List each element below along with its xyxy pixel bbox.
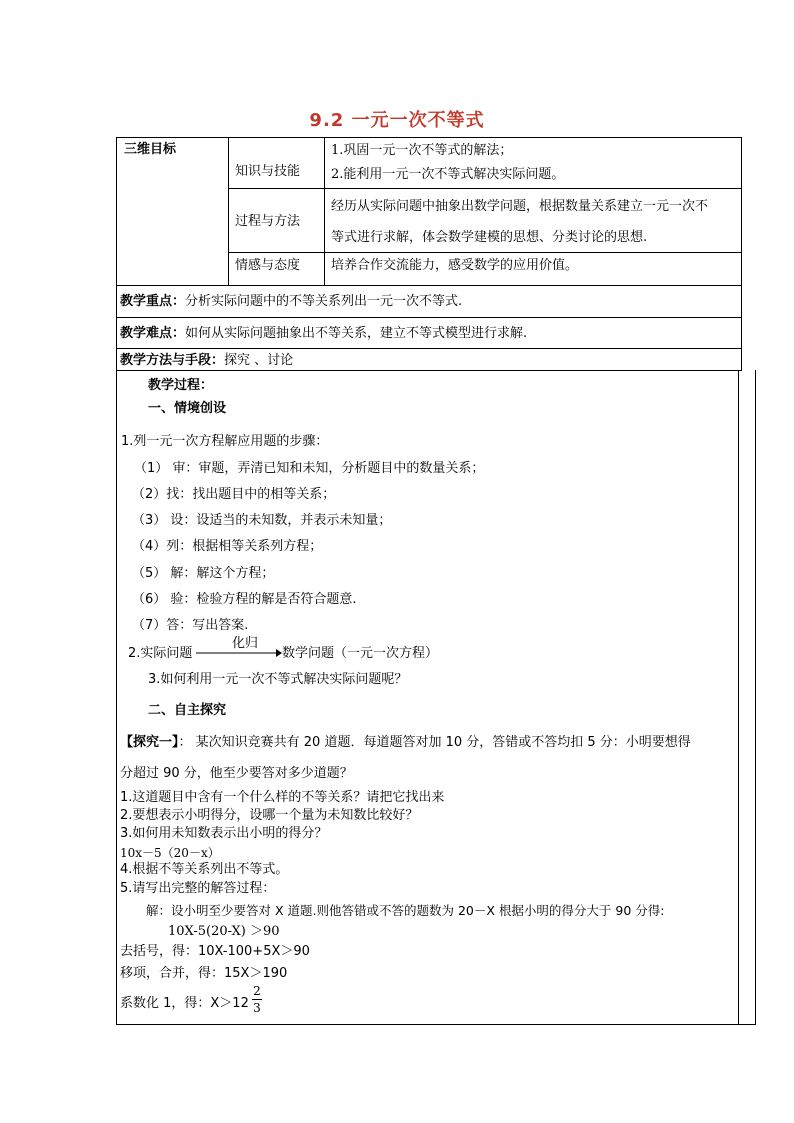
teaching-method: 教学方法与手段：探究 、讨论 xyxy=(120,353,294,368)
sub-question: 3.如何用未知数表示出小明的得分？ xyxy=(120,826,328,841)
question-right: 数学问题（一元一次方程） xyxy=(282,646,439,661)
goal-label-process: 过程与方法 xyxy=(235,214,301,229)
question: 1.列一元一次方程解应用题的步骤： xyxy=(121,434,329,449)
expression: 10x－5（20－x） xyxy=(120,846,220,860)
difficulty: 教学难点：如何从实际问题抽象出不等关系，建立不等式模型进行求解. xyxy=(120,326,528,341)
step-item: （3） 设：设适当的未知数，并表示未知量； xyxy=(132,513,392,528)
key-point: 教学重点：分析实际问题中的不等关系列出一元一次不等式. xyxy=(120,294,463,309)
step-item: （1） 审：审题，弄清已知和未知，分析题目中的数量关系； xyxy=(134,461,485,476)
goal-text: 经历从实际问题中抽象出数学问题，根据数量关系建立一元一次不 xyxy=(331,199,709,214)
solution-line: 系数化 1，得：X＞12 xyxy=(120,996,249,1011)
goal-label-knowledge: 知识与技能 xyxy=(235,164,301,179)
page-title: 9.2 一元一次不等式 xyxy=(309,110,485,131)
step-item: （6） 验：检验方程的解是否符合题意. xyxy=(132,592,357,607)
solution-line: 移项，合并，得：15X＞190 xyxy=(120,966,288,981)
question-left: 2.实际问题 xyxy=(128,646,193,661)
explore-line: 分超过 90 分，他至少要答对多少道题？ xyxy=(120,766,353,781)
arrow-label: 化归 xyxy=(232,636,259,651)
explore-line: 【探究一】： 某次知识竞赛共有 20 道题．每道题答对加 10 分，答错或不答均扣 5 分：小明要想得 xyxy=(120,735,691,750)
goals-header: 三维目标 xyxy=(124,142,177,157)
question: 3.如何利用一元一次不等式解决实际问题呢？ xyxy=(148,672,408,687)
goal-label-emotion: 情感与态度 xyxy=(235,258,301,273)
section-heading: 二、自主探究 xyxy=(148,703,227,718)
section-heading: 一、情境创设 xyxy=(148,401,227,416)
goal-text: 等式进行求解，体会数学建模的思想、分类讨论的思想. xyxy=(331,230,648,245)
step-item: （7）答：写出答案. xyxy=(132,618,249,633)
arrow-icon xyxy=(196,648,282,658)
solution-line: 解：设小明至少要答对 X 道题.则他答错或不答的题数为 20－X 根据小明的得分大于 90 分得: xyxy=(146,903,665,918)
sub-question: 2.要想表示小明得分，设哪一个量为未知数比较好？ xyxy=(120,808,419,823)
process-heading: 教学过程： xyxy=(148,378,214,393)
goal-text: 1.巩固一元一次不等式的解法； xyxy=(331,143,513,158)
sub-question: 5.请写出完整的解答过程： xyxy=(120,881,276,896)
solution-line: 10X-5(20-X) ＞90 xyxy=(168,924,280,939)
goal-text: 培养合作交流能力，感受数学的应用价值。 xyxy=(331,258,579,273)
goal-text: 2.能利用一元一次不等式解决实际问题。 xyxy=(331,167,565,182)
solution-line: 去括号，得：10X-100+5X＞90 xyxy=(120,944,310,959)
step-item: （5） 解：解这个方程； xyxy=(132,566,275,581)
sub-question: 4.根据不等关系列出不等式。 xyxy=(120,862,289,877)
sub-question: 1.这道题目中含有一个什么样的不等关系？请把它找出来 xyxy=(120,790,445,805)
step-item: （2）找：找出题目中的相等关系； xyxy=(132,487,336,502)
step-item: （4）列：根据相等关系列方程； xyxy=(132,539,323,554)
